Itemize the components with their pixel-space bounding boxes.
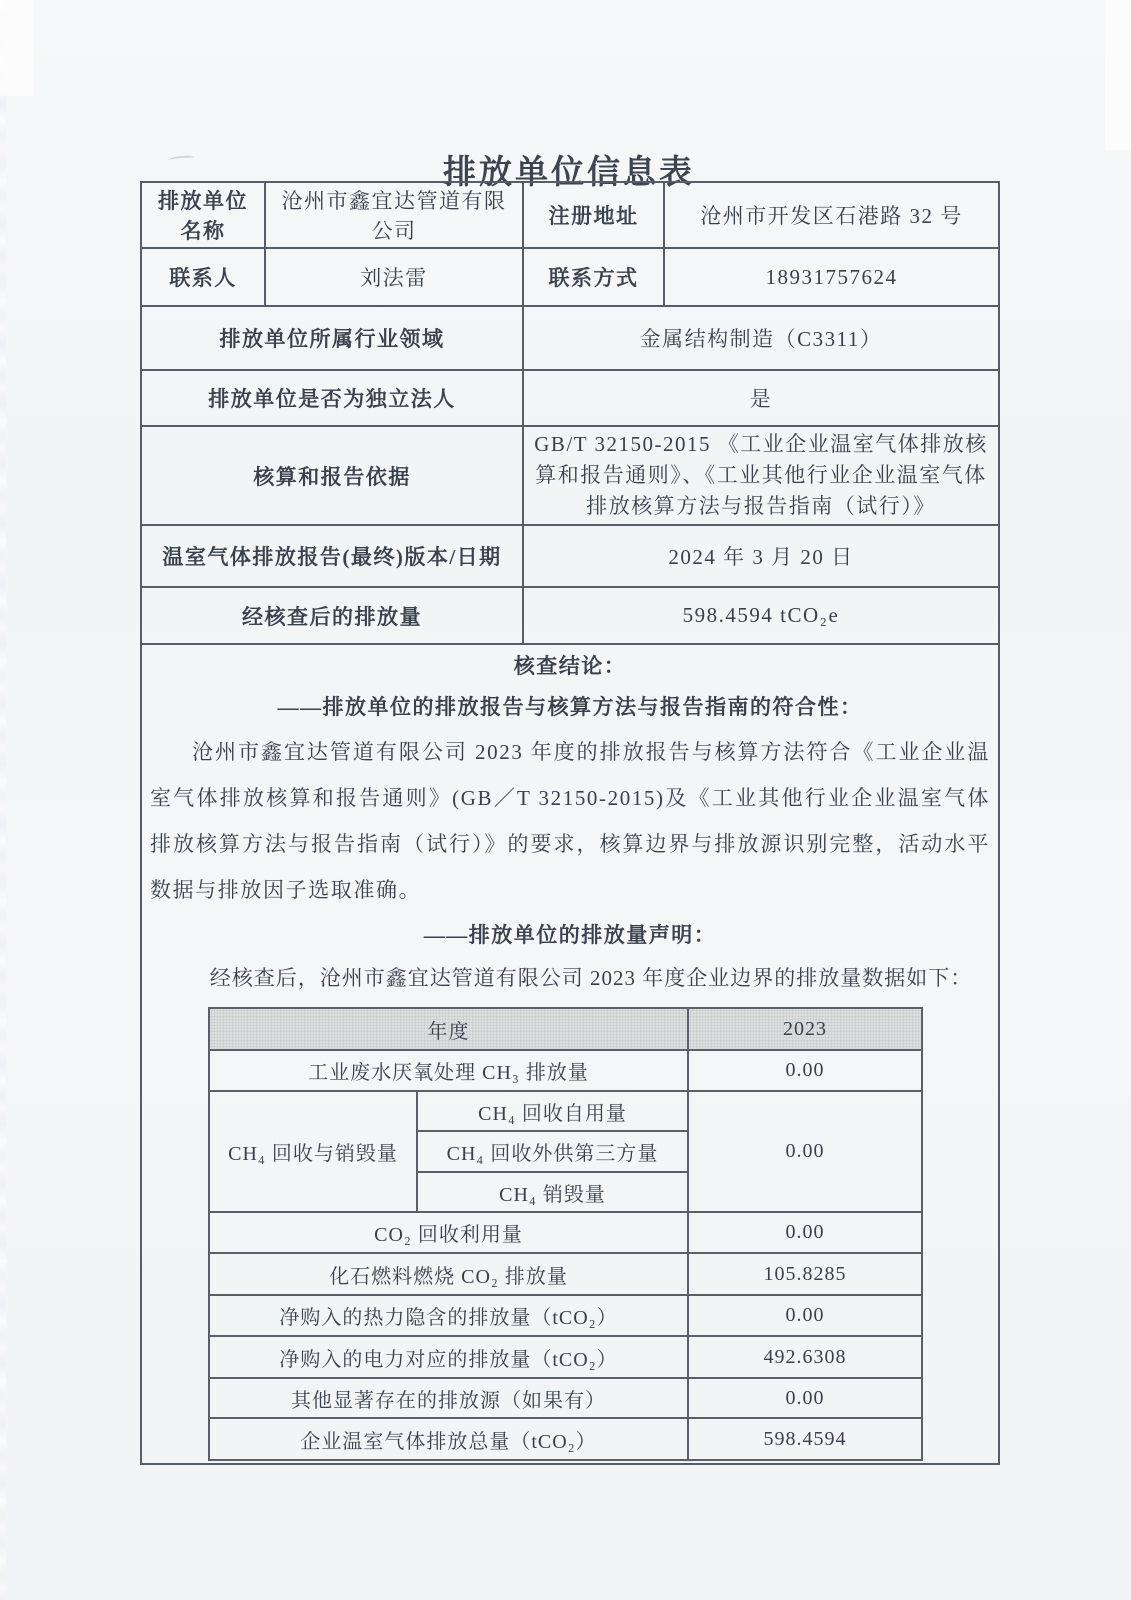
unit-name-label: 排放单位名称 xyxy=(141,182,265,248)
ch4-destruction-label: CH₄ 销毁量 xyxy=(417,1172,688,1212)
contact-label: 联系人 xyxy=(141,248,265,306)
year-header: 年度 xyxy=(209,1008,688,1050)
ch4-third-party-label: CH₄ 回收外供第三方量 xyxy=(417,1131,688,1172)
conclusion-compliance-body: 沧州市鑫宜达管道有限公司 2023 年度的排放报告与核算方法符合《工业企业温室气体排放核算和报告通则》(GB／T 32150-2015)及《工业其他行业企业温室气体排放核算方法与报告指南（试行）》的要求，核算边界与排放源识别完整，活动水平数据与排放因子选取准确。 xyxy=(150,740,990,902)
table-row xyxy=(209,1378,922,1418)
ch4-self-use-label: CH₄ 回收自用量 xyxy=(417,1091,688,1131)
table-row xyxy=(141,306,999,370)
table-row xyxy=(209,1050,922,1091)
table-row xyxy=(209,1336,922,1378)
other-sources-label: 其他显著存在的排放源（如果有） xyxy=(209,1378,688,1418)
wastewater-ch4-value: 0.00 xyxy=(688,1050,922,1091)
verified-emission-label: 经核查后的排放量 xyxy=(141,587,523,644)
conclusion-statement-intro: 经核查后，沧州市鑫宜达管道有限公司 2023 年度企业边界的排放量数据如下： xyxy=(209,966,973,990)
table-row xyxy=(141,248,999,306)
contact-value: 刘法雷 xyxy=(265,248,523,306)
conclusion-compliance-title: ——排放单位的排放报告与核算方法与报告指南的符合性： xyxy=(277,695,863,719)
purchased-heat-label: 净购入的热力隐含的排放量（tCO₂） xyxy=(209,1295,688,1336)
accounting-basis-value: GB/T 32150-2015 《工业企业温室气体排放核算和报告通则》、《工业其他行业企业温室气体排放核算方法与报告指南（试行）》 xyxy=(523,426,999,525)
fossil-fuel-co2-value: 105.8285 xyxy=(688,1253,922,1295)
emission-unit-info-table xyxy=(140,181,1000,1465)
purchased-electricity-value: 492.6308 xyxy=(688,1336,922,1378)
conclusion-row xyxy=(141,644,999,1464)
wastewater-ch4-label: 工业废水厌氧处理 CH₃ 排放量 xyxy=(209,1050,688,1091)
verified-emission-value: 598.4594 tCO₂e xyxy=(523,587,999,644)
table-row xyxy=(141,426,999,525)
co2-recovery-value: 0.00 xyxy=(688,1212,922,1253)
co2-recovery-label: CO₂ 回收利用量 xyxy=(209,1212,688,1253)
accounting-basis-label: 核算和报告依据 xyxy=(141,426,523,525)
report-version-value: 2024 年 3 月 20 日 xyxy=(523,525,999,587)
ch4-recovery-group-label: CH₄ 回收与销毁量 xyxy=(209,1091,417,1212)
reg-address-value: 沧州市开发区石港路 32 号 xyxy=(664,182,999,248)
total-emission-label: 企业温室气体排放总量（tCO₂） xyxy=(209,1418,688,1460)
table-row xyxy=(141,525,999,587)
table-row xyxy=(209,1091,922,1131)
phone-label: 联系方式 xyxy=(523,248,664,306)
year-value-header: 2023 xyxy=(688,1008,922,1050)
emissions-data-table xyxy=(208,1007,923,1461)
table-row xyxy=(209,1418,922,1460)
industry-value: 金属结构制造（C3311） xyxy=(523,306,999,370)
table-row xyxy=(209,1295,922,1336)
fossil-fuel-co2-label: 化石燃料燃烧 CO₂ 排放量 xyxy=(209,1253,688,1295)
conclusion-cell xyxy=(141,644,999,1464)
reg-address-label: 注册地址 xyxy=(523,182,664,248)
ch4-recovery-value: 0.00 xyxy=(688,1091,922,1212)
unit-name-value: 沧州市鑫宜达管道有限公司 xyxy=(265,182,523,248)
other-sources-value: 0.00 xyxy=(688,1378,922,1418)
purchased-heat-value: 0.00 xyxy=(688,1295,922,1336)
scan-edge-noise xyxy=(0,0,6,1600)
report-version-label: 温室气体排放报告(最终)版本/日期 xyxy=(141,525,523,587)
table-row xyxy=(141,587,999,644)
scan-corner-highlight xyxy=(1105,0,1131,150)
table-row xyxy=(141,370,999,426)
industry-label: 排放单位所属行业领域 xyxy=(141,306,523,370)
total-emission-value: 598.4594 xyxy=(688,1418,922,1460)
table-row xyxy=(141,182,999,248)
table-row xyxy=(209,1253,922,1295)
scan-corner-highlight xyxy=(0,0,34,96)
conclusion-heading: 核查结论： xyxy=(513,654,627,678)
table-row xyxy=(209,1008,922,1050)
independent-legal-value: 是 xyxy=(523,370,999,426)
phone-value: 18931757624 xyxy=(664,248,999,306)
conclusion-statement-title: ——排放单位的排放量声明： xyxy=(423,923,717,947)
purchased-electricity-label: 净购入的电力对应的排放量（tCO₂） xyxy=(209,1336,688,1378)
page-title: 排放单位信息表 xyxy=(443,155,695,192)
table-row xyxy=(209,1212,922,1253)
independent-legal-label: 排放单位是否为独立法人 xyxy=(141,370,523,426)
